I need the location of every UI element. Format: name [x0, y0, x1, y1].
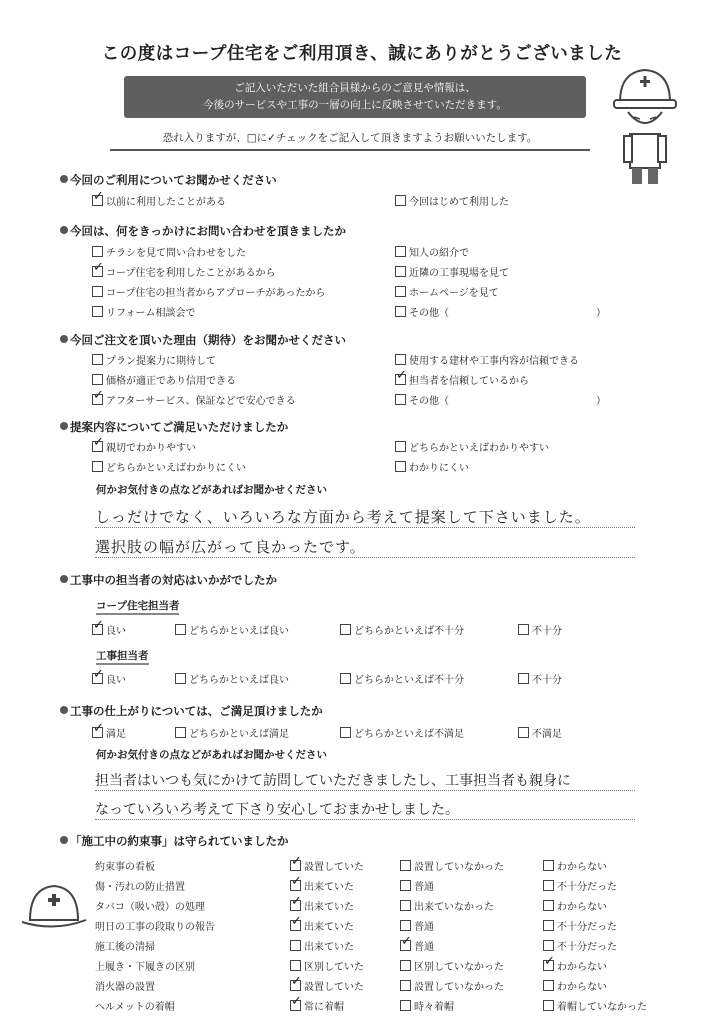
q2-option-8[interactable]: その他（: [395, 304, 449, 319]
bullet-icon: [60, 575, 68, 583]
checkbox[interactable]: [395, 354, 406, 365]
q4-option-3[interactable]: どちらかといえばわかりやすい: [395, 439, 549, 454]
q7-r2-option-3[interactable]: 不十分だった: [543, 878, 617, 893]
q1-title: 今回のご利用についてお聞かせください: [60, 172, 277, 188]
q5-title: 工事中の担当者の対応はいかがでしたか: [60, 572, 277, 588]
checkbox[interactable]: [395, 461, 406, 472]
bullet-icon: [60, 335, 68, 343]
checkbox[interactable]: [175, 727, 186, 738]
checkbox[interactable]: [92, 354, 103, 365]
q4-comment-line-2[interactable]: 選択肢の幅が広がって良かったです。: [95, 536, 635, 558]
checkbox[interactable]: [395, 394, 406, 405]
q7-r3-option-1[interactable]: ✓ 出来ていた: [290, 898, 354, 913]
q7-r7-option-1[interactable]: ✓ 設置していた: [290, 978, 364, 993]
checkbox[interactable]: [543, 860, 554, 871]
q3-option-5[interactable]: ✓ 担当者を信頼しているから: [395, 372, 529, 387]
q7-r8-option-2[interactable]: 時々着帽: [400, 998, 454, 1013]
checkbox[interactable]: [543, 980, 554, 991]
q2-title: 今回は、何をきっかけにお問い合わせを頂きましたか: [60, 223, 346, 239]
checkbox[interactable]: [395, 246, 406, 257]
q5-g2-option-4[interactable]: 不十分: [518, 671, 562, 686]
checkbox[interactable]: [400, 880, 411, 891]
checkbox[interactable]: [92, 266, 103, 277]
q7-r1-option-3[interactable]: わからない: [543, 858, 607, 873]
checkbox[interactable]: [340, 727, 351, 738]
checkbox[interactable]: [400, 940, 411, 951]
checkbox[interactable]: [92, 624, 103, 635]
q7-r1-option-2[interactable]: 設置していなかった: [400, 858, 504, 873]
q7-r5-option-2[interactable]: ✓ 普通: [400, 938, 434, 953]
checkbox[interactable]: [92, 673, 103, 684]
q7-row-6-label: 上履き・下履きの区別: [95, 962, 195, 973]
bullet-icon: [60, 706, 68, 714]
q7-r2-option-1[interactable]: ✓ 出来ていた: [290, 878, 354, 893]
q7-r6-option-2[interactable]: 区別していなかった: [400, 958, 504, 973]
checkbox[interactable]: [518, 673, 529, 684]
q4-comment-line-1[interactable]: しっだけでなく、いろいろな方面から考えて提案して下さいました。: [95, 506, 635, 528]
q7-r6-option-3[interactable]: ✓ わからない: [543, 958, 607, 973]
checkbox[interactable]: [92, 727, 103, 738]
checkbox[interactable]: [175, 624, 186, 635]
checkbox[interactable]: [400, 920, 411, 931]
q4-option-1[interactable]: ✓ 親切でわかりやすい: [92, 439, 196, 454]
checkbox[interactable]: [290, 900, 301, 911]
q5-g1-option-3[interactable]: どちらかといえば不十分: [340, 622, 464, 637]
checkbox[interactable]: [543, 1000, 554, 1011]
q7-row-2-label: 傷・汚れの防止措置: [95, 882, 185, 893]
checkbox[interactable]: [92, 286, 103, 297]
q4-title: 提案内容についてご満足いただけましたか: [60, 419, 288, 435]
checkbox[interactable]: [400, 860, 411, 871]
helmet-icon: [18, 880, 88, 940]
q7-row-7-label: 消火器の設置: [95, 982, 155, 993]
q2-other-close: ）: [596, 308, 606, 319]
q7-row-4-label: 明日の工事の段取りの報告: [95, 922, 215, 933]
q5-g2-option-1[interactable]: ✓ 良い: [92, 671, 126, 686]
q5-g2-option-3[interactable]: どちらかといえば不十分: [340, 671, 464, 686]
q3-other-close: ）: [596, 396, 606, 407]
checkbox[interactable]: [92, 246, 103, 257]
worker-mascot-icon: [600, 62, 690, 192]
q2-option-3[interactable]: コープ住宅の担当者からアプローチがあったから: [92, 284, 325, 299]
checkbox[interactable]: [175, 673, 186, 684]
checkbox[interactable]: [543, 880, 554, 891]
q7-row-5-label: 施工後の清掃: [95, 942, 155, 953]
checkbox[interactable]: [543, 960, 554, 971]
q7-r4-option-2[interactable]: 普通: [400, 918, 434, 933]
bullet-icon: [60, 175, 68, 183]
checkbox[interactable]: [92, 374, 103, 385]
q3-option-2[interactable]: 価格が適正であり信用できる: [92, 372, 236, 387]
q7-r1-option-1[interactable]: ✓ 設置していた: [290, 858, 364, 873]
q6-title: 工事の仕上がりについては、ご満足頂けましたか: [60, 703, 323, 719]
checkbox[interactable]: [395, 286, 406, 297]
checkbox[interactable]: [92, 306, 103, 317]
q7-r5-option-1[interactable]: 出来ていた: [290, 938, 354, 953]
checkbox[interactable]: [518, 727, 529, 738]
q6-option-4[interactable]: 不満足: [518, 725, 562, 740]
checkbox[interactable]: [290, 920, 301, 931]
q7-r4-option-3[interactable]: 不十分だった: [543, 918, 617, 933]
q2-option-2[interactable]: ✓ コープ住宅を利用したことがあるから: [92, 264, 276, 279]
q2-option-4[interactable]: リフォーム相談会で: [92, 304, 196, 319]
checkbox[interactable]: [340, 624, 351, 635]
q2-option-6[interactable]: 近隣の工事現場を見て: [395, 264, 509, 279]
page-title: この度はコープ住宅をご利用頂き、誠にありがとうございました: [101, 44, 623, 64]
q2-option-5[interactable]: 知人の紹介で: [395, 244, 469, 259]
q5-group-1-label: コープ住宅担当者: [96, 598, 179, 615]
q6-comment-line-1[interactable]: 担当者はいつも気にかけて訪問していただきましたし、工事担当者も親身に: [95, 770, 635, 791]
checkbox[interactable]: [290, 940, 301, 951]
q4-option-4[interactable]: わかりにくい: [395, 459, 469, 474]
q4-option-2[interactable]: どちらかといえばわかりにくい: [92, 459, 246, 474]
checkbox[interactable]: [290, 1000, 301, 1011]
checkbox[interactable]: [92, 195, 103, 206]
q6-comment-line-2[interactable]: なっていろいろ考えて下さり安心しておまかせしました。: [95, 799, 635, 820]
checkbox[interactable]: [395, 374, 406, 385]
q3-option-1[interactable]: プラン提案力に期待して: [92, 352, 216, 367]
q7-r5-option-3[interactable]: 不十分だった: [543, 938, 617, 953]
info-banner: [124, 76, 586, 118]
checkbox[interactable]: [543, 920, 554, 931]
banner-line-2: 今後のサービスや工事の一層の向上に反映させていただきます。: [203, 99, 507, 111]
q7-r8-option-3[interactable]: 着帽していなかった: [543, 998, 647, 1013]
q5-g2-option-2[interactable]: どちらかといえば良い: [175, 671, 289, 686]
q5-g1-option-2[interactable]: どちらかといえば良い: [175, 622, 289, 637]
q1-option-1[interactable]: ✓ 以前に利用したことがある: [92, 193, 226, 208]
banner-line-1: ご記入いただいた組合員様からのご意見や情報は、: [234, 82, 476, 94]
checkbox[interactable]: [395, 306, 406, 317]
q3-option-4[interactable]: 使用する建材や工事内容が信頼できる: [395, 352, 579, 367]
q7-row-3-label: タバコ（吸い殻）の処理: [95, 902, 205, 913]
q7-r2-option-2[interactable]: 普通: [400, 878, 434, 893]
q7-r3-option-2[interactable]: 出来ていなかった: [400, 898, 494, 913]
bullet-icon: [60, 422, 68, 430]
checkbox[interactable]: [518, 624, 529, 635]
q2-option-1[interactable]: チラシを見て問い合わせをした: [92, 244, 246, 259]
bullet-icon: [60, 226, 68, 234]
checkbox[interactable]: [92, 441, 103, 452]
checkbox[interactable]: [290, 880, 301, 891]
checkbox[interactable]: [543, 900, 554, 911]
checkbox[interactable]: [92, 461, 103, 472]
q6-option-1[interactable]: ✓ 満足: [92, 725, 126, 740]
q6-option-2[interactable]: どちらかといえば満足: [175, 725, 289, 740]
q2-option-7[interactable]: ホームページを見て: [395, 284, 499, 299]
checkbox[interactable]: [290, 860, 301, 871]
checkbox[interactable]: [92, 394, 103, 405]
checkbox[interactable]: [400, 980, 411, 991]
q7-row-8-label: ヘルメットの着帽: [95, 1002, 175, 1013]
checkbox[interactable]: [543, 940, 554, 951]
q1-option-2[interactable]: 今回はじめて利用した: [395, 193, 509, 208]
q4-comment-prompt: 何かお気付きの点などがあればお聞かせください: [96, 484, 327, 496]
q6-comment-prompt: 何かお気付きの点などがあればお聞かせください: [96, 749, 327, 761]
q6-option-3[interactable]: どちらかといえば不満足: [340, 725, 464, 740]
checkbox[interactable]: [290, 960, 301, 971]
q7-r8-option-1[interactable]: ✓ 常に着帽: [290, 998, 344, 1013]
checkbox[interactable]: [340, 673, 351, 684]
checkbox[interactable]: [395, 266, 406, 277]
q7-r4-option-1[interactable]: ✓ 出来ていた: [290, 918, 354, 933]
q5-group-2-label: 工事担当者: [96, 648, 149, 665]
bullet-icon: [60, 836, 68, 844]
checkbox[interactable]: [400, 1000, 411, 1011]
q3-option-6[interactable]: その他（: [395, 392, 449, 407]
checkbox[interactable]: [395, 195, 406, 206]
q7-r3-option-3[interactable]: わからない: [543, 898, 607, 913]
checkbox[interactable]: [400, 960, 411, 971]
q7-r6-option-1[interactable]: 区別していた: [290, 958, 364, 973]
q7-r7-option-2[interactable]: 設置していなかった: [400, 978, 504, 993]
q7-row-1-label: 約束事の看板: [95, 862, 155, 873]
q7-r7-option-3[interactable]: わからない: [543, 978, 607, 993]
checkbox[interactable]: [400, 900, 411, 911]
checkbox[interactable]: [395, 441, 406, 452]
q3-title: 今回ご注文を頂いた理由（期待）をお聞かせください: [60, 332, 346, 348]
instruction-notice: 恐れ入りますが、□に✓チェックをご記入して頂きますようお願いいたします。: [110, 130, 590, 151]
q5-g1-option-1[interactable]: ✓ 良い: [92, 622, 126, 637]
q7-title: 「施工中の約束事」は守られていましたか: [60, 833, 289, 849]
q3-option-3[interactable]: ✓ アフターサービス、保証などで安心できる: [92, 392, 296, 407]
checkbox[interactable]: [290, 980, 301, 991]
q5-g1-option-4[interactable]: 不十分: [518, 622, 562, 637]
